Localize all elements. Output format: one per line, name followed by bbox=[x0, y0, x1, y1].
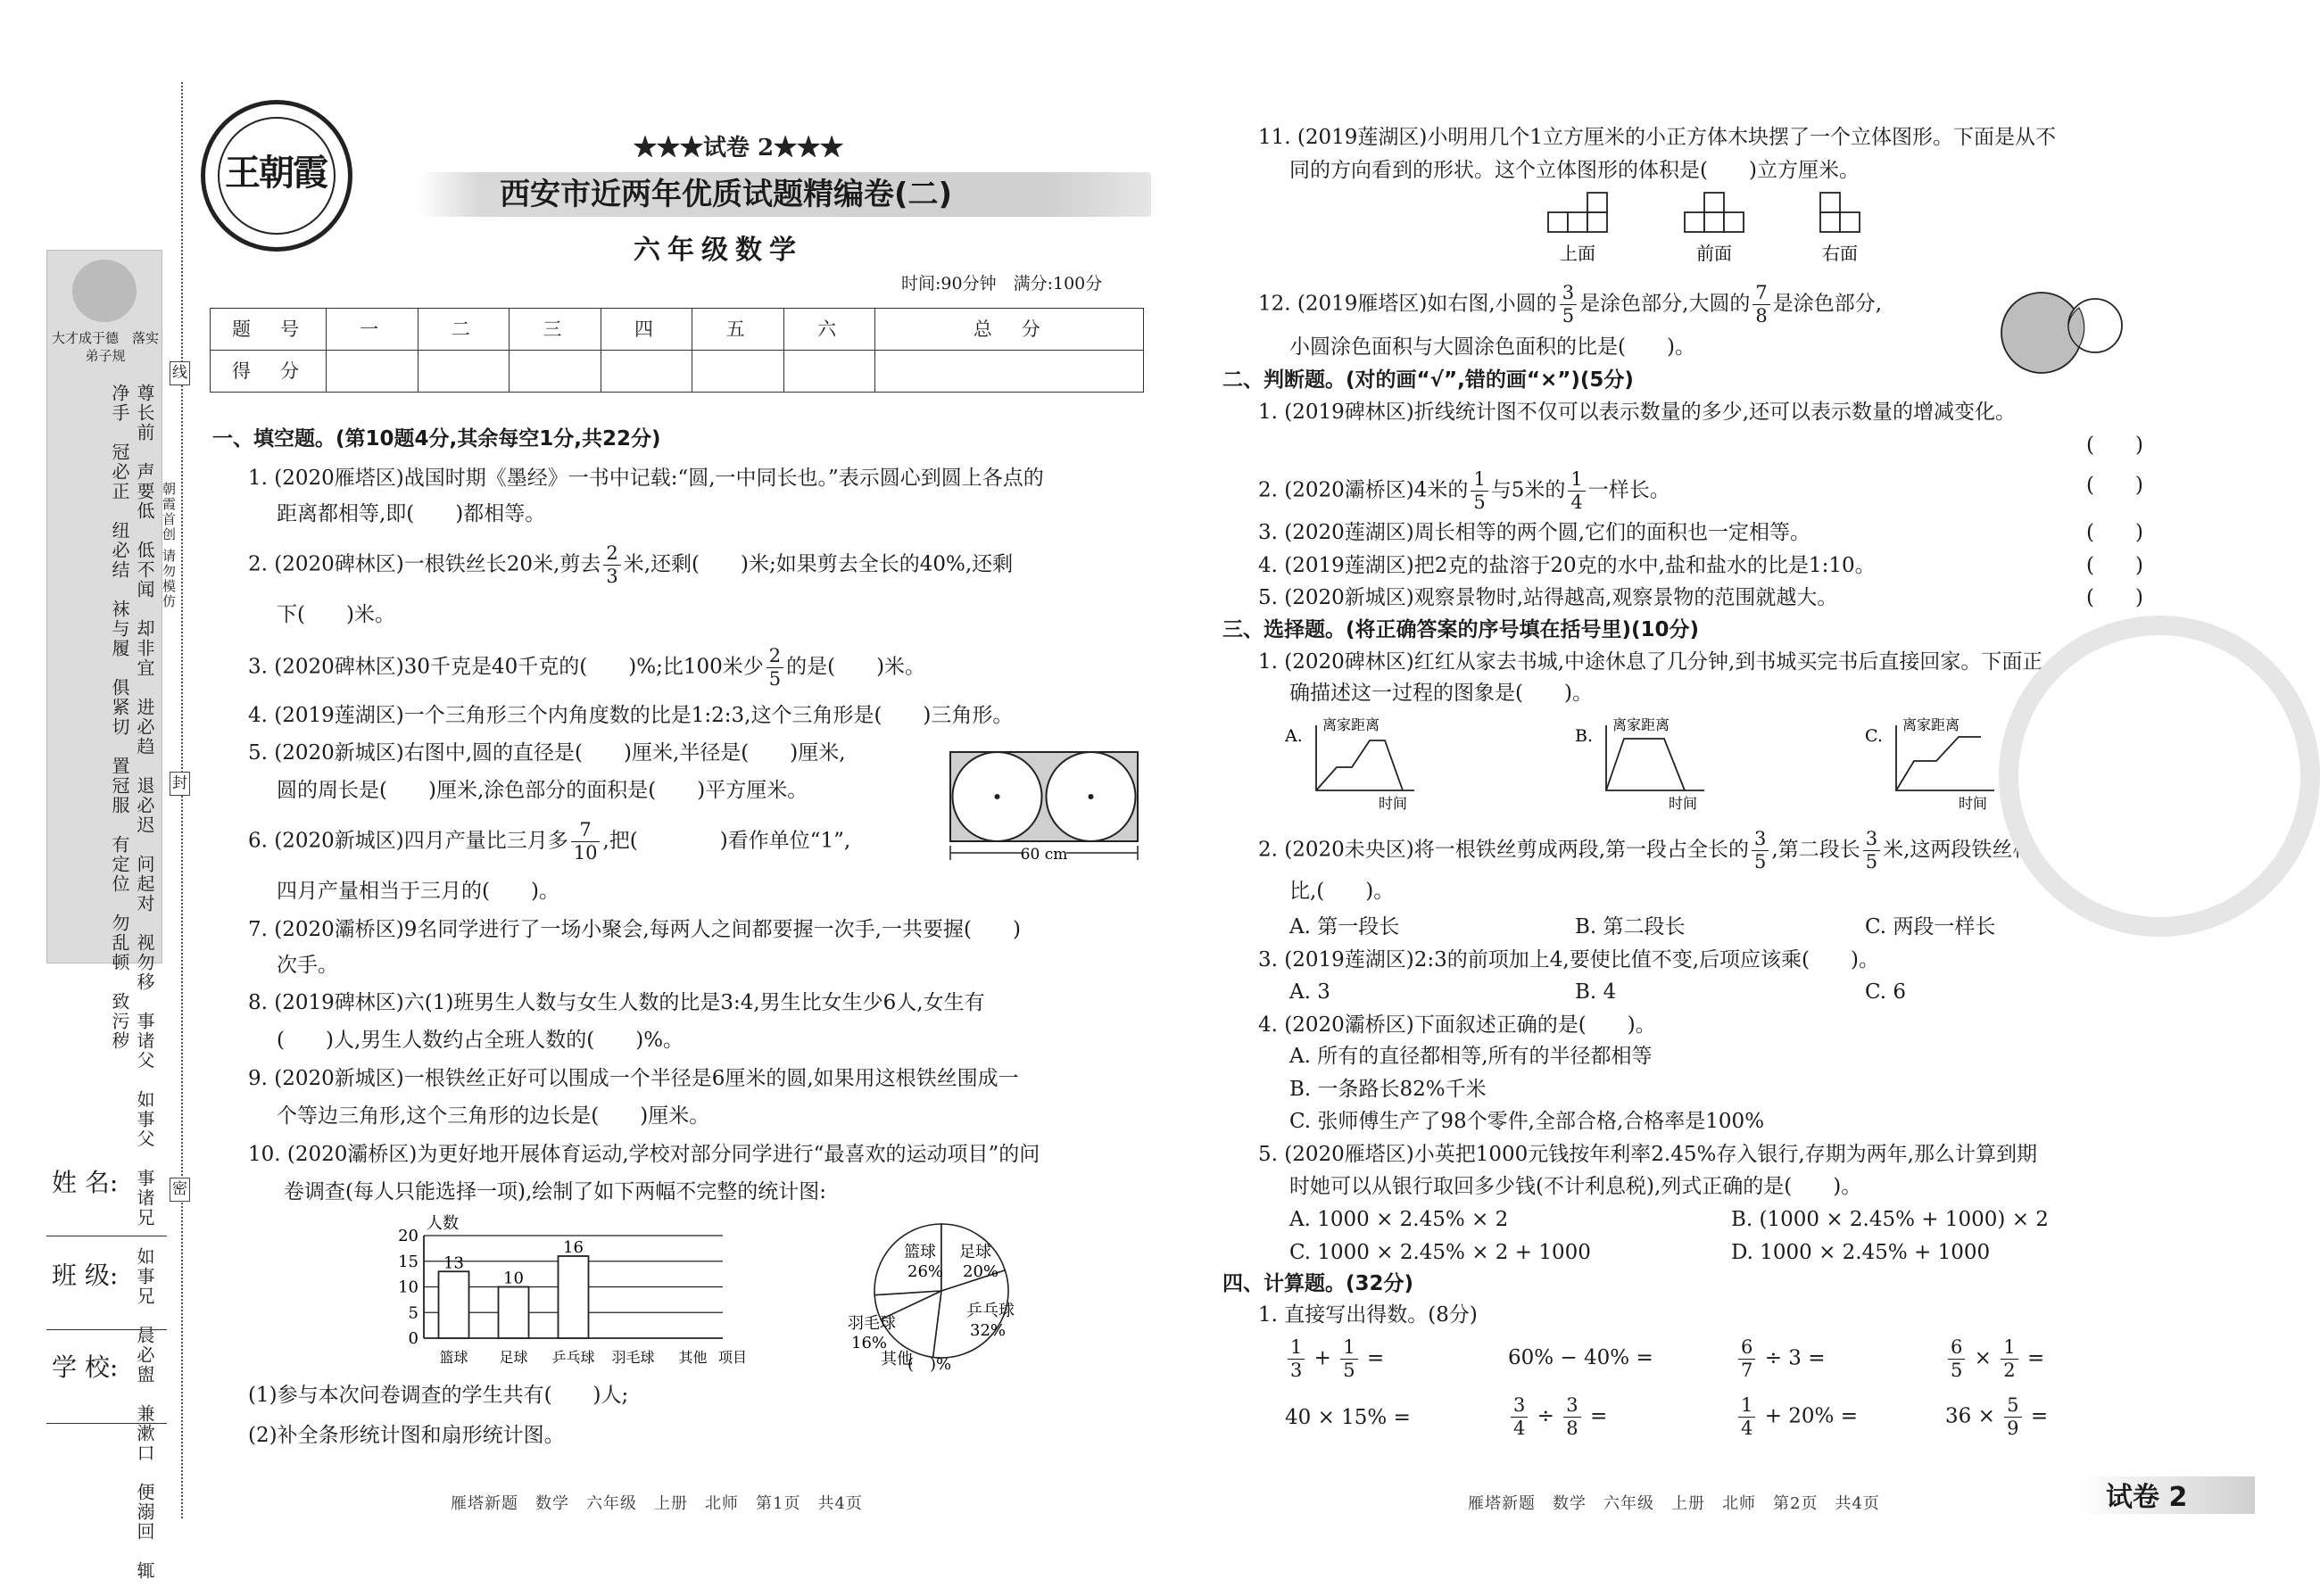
pie-value-label: 26% bbox=[907, 1262, 944, 1281]
view-right-label: 右面 bbox=[1822, 243, 1858, 264]
judge-4-bracket[interactable]: ( ) bbox=[2086, 554, 2143, 577]
sidebar-poem: 尊长前 声要低 低不闻 却非宜 进必趋 退必迟 问起对 视勿移 事诸父 如事父 事诸兄 如事兄 晨必盥 兼漱口 便溺回 辄净手 冠必正 纽必结 袜与履 俱紧切 置冠服 有定位 勿乱顿 致污秽 bbox=[109, 384, 155, 1581]
q4: 4. (2019莲湖区)一个三角形三个内角度数的比是1:2:3,这个三角形是( )三角形。 bbox=[248, 704, 1014, 727]
part4-heading: 四、计算题。(32分) bbox=[1222, 1272, 1414, 1295]
choice-4-option-c[interactable]: C. 张师傅生产了98个零件,全部合格,合格率是100% bbox=[1289, 1110, 1765, 1133]
choice-3-option-b[interactable]: B. 4 bbox=[1575, 980, 1617, 1004]
judge-5: 5. (2020新城区)观察景物时,站得越高,观察景物的范围就越大。 bbox=[1258, 586, 1838, 609]
bar-value-label: 10 bbox=[503, 1269, 524, 1288]
graph-option-c[interactable]: C. bbox=[1865, 726, 1883, 746]
subject-title: 六年级数学 bbox=[634, 235, 803, 266]
choice-5-line1: 5. (2020雁塔区)小英把1000元钱按年利率2.45%存入银行,存期为两年,那么计算到期 bbox=[1258, 1143, 2037, 1166]
q8-line2: ( )人,男生人数约占全班人数的( )%。 bbox=[277, 1029, 684, 1052]
q3: 3. (2020碑林区)30千克是40千克的( )%;比100米少 $\frac{2}{5}$ 的是( )米。 bbox=[248, 645, 926, 690]
logo-text: 王朝霞 bbox=[225, 152, 327, 194]
q7-line1: 7. (2020灞桥区)9名同学进行了一场小聚会,每两人之间都要握一次手,一共要握( ) bbox=[248, 918, 1021, 941]
bar-tick-label: 15 bbox=[398, 1252, 418, 1271]
judge-2-bracket[interactable]: ( ) bbox=[2086, 434, 2143, 457]
part2-heading: 二、判断题。(对的画“√”,错的画“×”)(5分) bbox=[1222, 368, 1634, 392]
pie-value-label: 16% bbox=[851, 1334, 888, 1352]
q2-line1: 2. (2020碑林区)一根铁丝长20米,剪去 $\frac{2}{3}$ 米,还剩( )米;如果剪去全长的40%,还剩 bbox=[248, 542, 1014, 587]
pie-chart bbox=[799, 1218, 1015, 1374]
bar bbox=[499, 1287, 529, 1339]
q2-line2: 下( )米。 bbox=[277, 603, 395, 626]
pie-value-label: 32% bbox=[970, 1321, 1007, 1340]
q12-figure bbox=[1997, 288, 2131, 377]
pie-value-label: ( )% bbox=[907, 1355, 952, 1374]
score-cell[interactable] bbox=[418, 351, 510, 393]
q11-line2: 同的方向看到的形状。这个立体图形的体积是( )立方厘米。 bbox=[1289, 159, 1860, 182]
bar-tick-label: 20 bbox=[398, 1227, 418, 1245]
graph-a-ylabel: 离家距离 bbox=[1322, 716, 1380, 733]
part3-heading: 三、选择题。(将正确答案的序号填在括号里)(10分) bbox=[1222, 618, 1700, 641]
graph-option-a[interactable]: A. bbox=[1285, 726, 1303, 746]
choice-3-option-c[interactable]: C. 6 bbox=[1865, 980, 1907, 1004]
school-field[interactable] bbox=[46, 1423, 167, 1424]
view-front-label: 前面 bbox=[1696, 243, 1732, 264]
sidebar-note: 朝霞首创 请勿模仿 bbox=[161, 482, 177, 609]
calc-5: 40 × 15% = bbox=[1285, 1406, 1411, 1429]
bar-category-label: 其他 bbox=[678, 1349, 708, 1366]
score-header-cell: 二 bbox=[418, 309, 510, 351]
score-cell[interactable] bbox=[327, 351, 418, 393]
footer-left: 雁塔新题 数学 六年级 上册 北师 第1页 共4页 bbox=[451, 1494, 863, 1513]
graph-b-xlabel: 时间 bbox=[1669, 795, 1698, 812]
judge-4: 4. (2019莲湖区)把2克的盐溶于20克的水中,盐和盐水的比是1:10。 bbox=[1258, 554, 1876, 577]
pie-value-label: 20% bbox=[963, 1262, 999, 1281]
choice-5-line2: 时她可以从银行取回多少钱(不计利息税),列式正确的是( )。 bbox=[1289, 1175, 1862, 1198]
bar-tick-label: 5 bbox=[408, 1303, 418, 1323]
choice-1-line2: 确描述这一过程的图象是( )。 bbox=[1289, 682, 1593, 705]
judge-3: 3. (2020莲湖区)周长相等的两个圆,它们的面积也一定相等。 bbox=[1258, 521, 1811, 544]
bar-tick-label: 0 bbox=[408, 1329, 418, 1348]
choice-3: 3. (2019莲湖区)2:3的前项加上4,要使比值不变,后项应该乘( )。 bbox=[1258, 948, 1879, 972]
graph-c-ylabel: 离家距离 bbox=[1902, 716, 1960, 733]
score-cell[interactable] bbox=[510, 351, 601, 393]
class-field[interactable] bbox=[46, 1329, 167, 1330]
seal-marker-line: 线 bbox=[170, 361, 190, 385]
choice-2-option-c[interactable]: C. 两段一样长 bbox=[1865, 915, 1996, 939]
choice-2-option-b[interactable]: B. 第二段长 bbox=[1575, 915, 1686, 939]
graph-option-b[interactable]: B. bbox=[1575, 726, 1594, 746]
choice-5-option-a[interactable]: A. 1000 × 2.45% × 2 bbox=[1289, 1208, 1509, 1231]
pie-slice-label: 足球 bbox=[959, 1243, 991, 1261]
q10-sub2: (2)补全条形统计图和扇形统计图。 bbox=[248, 1424, 565, 1447]
score-cell[interactable] bbox=[783, 351, 875, 393]
exam-meta: 时间:90分钟 满分:100分 bbox=[901, 274, 1103, 294]
q5-figure bbox=[946, 748, 1147, 864]
score-header-cell: 六 bbox=[783, 309, 875, 351]
view-top-label: 上面 bbox=[1560, 243, 1595, 264]
choice-4-option-b[interactable]: B. 一条路长82%千米 bbox=[1289, 1078, 1487, 1101]
judge-1: 1. (2019碑林区)折线统计图不仅可以表示数量的多少,还可以表示数量的增减变化。 bbox=[1258, 401, 2017, 424]
bar-value-label: 13 bbox=[443, 1253, 464, 1273]
score-cell[interactable] bbox=[692, 351, 784, 393]
footer-right: 雁塔新题 数学 六年级 上册 北师 第2页 共4页 bbox=[1468, 1494, 1880, 1513]
calc-4: $\frac{6}{5}$ × $\frac{1}{2}$ = bbox=[1945, 1338, 2044, 1380]
choice-5-option-b[interactable]: B. (1000 × 2.45% + 1000) × 2 bbox=[1731, 1208, 2049, 1231]
judge-1-bracket[interactable]: ( ) bbox=[2086, 474, 2143, 497]
judge-2: 2. (2020灞桥区)4米的 $\frac{1}{5}$ 与5米的 $\frac{1}{4}$ 一样长。 bbox=[1258, 468, 1670, 513]
bar-tick-label: 10 bbox=[398, 1278, 418, 1297]
q12-line2: 小圆涂色面积与大圆涂色面积的比是( )。 bbox=[1289, 335, 1695, 359]
choice-1-graphs bbox=[1285, 712, 1988, 815]
school-label: 学 校: bbox=[52, 1352, 119, 1382]
q7-line2: 次手。 bbox=[277, 954, 338, 977]
choice-2-option-a[interactable]: A. 第一段长 bbox=[1289, 915, 1400, 939]
calc-8: 36 × $\frac{5}{9}$ = bbox=[1945, 1394, 2049, 1439]
score-cell[interactable] bbox=[601, 351, 692, 393]
score-table bbox=[210, 308, 1144, 393]
q9-line2: 个等边三角形,这个三角形的边长是( )厘米。 bbox=[277, 1104, 710, 1128]
calc-intro: 1. 直接写出得数。(8分) bbox=[1258, 1303, 1478, 1327]
graph-c bbox=[1896, 712, 1994, 815]
graph-b-ylabel: 离家距离 bbox=[1612, 716, 1670, 733]
choice-5-option-d[interactable]: D. 1000 × 2.45% + 1000 bbox=[1731, 1241, 1991, 1264]
scholar-illustration bbox=[72, 260, 137, 322]
bar-chart bbox=[384, 1209, 776, 1374]
bar-category-label: 足球 bbox=[499, 1349, 528, 1366]
calc-7: $\frac{1}{4}$ + 20% = bbox=[1736, 1396, 1858, 1438]
bar-category-label: 羽毛球 bbox=[611, 1349, 655, 1366]
binding-dotted-line bbox=[181, 82, 183, 1518]
q1-line1: 1. (2020雁塔区)战国时期《墨经》一书中记载:“圆,一中同长也。”表示圆心到圆上各点的 bbox=[248, 467, 1044, 490]
score-header-cell: 四 bbox=[601, 309, 692, 351]
q11-views bbox=[1544, 192, 1874, 268]
q5-line1: 5. (2020新城区)右图中,圆的直径是( )厘米,半径是( )厘米, bbox=[248, 741, 846, 765]
pie-slice-label: 乒乓球 bbox=[966, 1302, 1015, 1320]
bar bbox=[559, 1256, 589, 1338]
brand-logo bbox=[201, 100, 352, 252]
choice-2-line2: 比,( )。 bbox=[1289, 880, 1395, 903]
score-header-cell: 总 分 bbox=[875, 309, 1144, 351]
footer-tag: 试卷 2 bbox=[2106, 1482, 2188, 1513]
bar-category-label: 篮球 bbox=[439, 1349, 468, 1366]
pie-slice-label: 篮球 bbox=[904, 1243, 936, 1261]
choice-4-option-a[interactable]: A. 所有的直径都相等,所有的半径都相等 bbox=[1289, 1045, 1653, 1068]
secret-watermark-icon bbox=[1999, 616, 2320, 937]
pie-slice-label: 羽毛球 bbox=[848, 1314, 896, 1333]
page-title: 西安市近两年优质试题精编卷(二) bbox=[500, 177, 953, 212]
q6-line2: 四月产量相当于三月的( )。 bbox=[277, 880, 559, 903]
q10-sub1: (1)参与本次问卷调查的学生共有( )人; bbox=[248, 1384, 629, 1407]
calc-3: $\frac{6}{7}$ ÷ 3 = bbox=[1736, 1338, 1826, 1380]
score-header-cell: 题 号 bbox=[211, 309, 327, 351]
q9-line1: 9. (2020新城区)一根铁丝正好可以围成一个半径是6厘米的圆,如果用这根铁丝围成一 bbox=[248, 1067, 1019, 1090]
choice-3-option-a[interactable]: A. 3 bbox=[1289, 980, 1330, 1004]
calc-6: $\frac{3}{4}$ ÷ $\frac{3}{8}$ = bbox=[1508, 1396, 1607, 1438]
bar bbox=[439, 1271, 469, 1338]
choice-2-line1: 2. (2020未央区)将一根铁丝剪成两段,第一段占全长的 $\frac{3}{5}$ ,第二段长 $\frac{3}{5}$ 米,这两段铁丝相 bbox=[1258, 828, 2034, 872]
q6-line1: 6. (2020新城区)四月产量比三月多 $\frac{7}{10}$ ,把( )看作单位“1”, bbox=[248, 819, 851, 864]
q10-line1: 10. (2020灞桥区)为更好地开展体育运动,学校对部分同学进行“最喜欢的运动项目”的问 bbox=[248, 1143, 1040, 1166]
seal-marker-seal: 封 bbox=[170, 772, 190, 796]
pie-slice-label: 其他 bbox=[881, 1350, 913, 1369]
score-header-cell: 一 bbox=[327, 309, 418, 351]
q1-line2: 距离都相等,即( )都相等。 bbox=[277, 502, 546, 525]
choice-4: 4. (2020灞桥区)下面叙述正确的是( )。 bbox=[1258, 1013, 1656, 1037]
motto: 大才成于德 落实弟子规 bbox=[51, 330, 159, 364]
q5-line2: 圆的周长是( )厘米,涂色部分的面积是( )平方厘米。 bbox=[277, 779, 808, 802]
judge-5-bracket[interactable]: ( ) bbox=[2086, 586, 2143, 609]
score-cell[interactable] bbox=[875, 351, 1144, 393]
bar-chart-xlabel: 项目 bbox=[718, 1349, 748, 1366]
part1-heading: 一、填空题。(第10题4分,其余每空1分,共22分) bbox=[212, 427, 661, 451]
seal-marker-secret: 密 bbox=[170, 1178, 190, 1202]
score-header-cell: 三 bbox=[510, 309, 601, 351]
class-label: 班 级: bbox=[52, 1261, 119, 1290]
calc-1: $\frac{1}{3}$ + $\frac{1}{5}$ = bbox=[1285, 1338, 1384, 1380]
score-row-label: 得 分 bbox=[211, 351, 327, 393]
bar-category-label: 乒乓球 bbox=[551, 1349, 595, 1366]
paper-label: ★★★试卷 2★★★ bbox=[634, 135, 844, 161]
q5-dimension: 60 cm bbox=[1020, 846, 1068, 864]
q8-line1: 8. (2019碑林区)六(1)班男生人数与女生人数的比是3:4,男生比女生少6人,女生有 bbox=[248, 991, 985, 1014]
q10-line2: 卷调查(每人只能选择一项),绘制了如下两幅不完整的统计图: bbox=[284, 1180, 827, 1203]
judge-3-bracket[interactable]: ( ) bbox=[2086, 521, 2143, 544]
bar-chart-ylabel: 人数 bbox=[427, 1214, 459, 1233]
choice-1-line1: 1. (2020碑林区)红红从家去书城,中途休息了几分钟,到书城买完书后直接回家。下面正 bbox=[1258, 650, 2043, 674]
calc-2: 60% − 40% = bbox=[1508, 1346, 1653, 1369]
score-header-cell: 五 bbox=[692, 309, 784, 351]
name-label: 姓 名: bbox=[52, 1168, 119, 1197]
q11-line1: 11. (2019莲湖区)小明用几个1立方厘米的小正方体木块摆了一个立体图形。下面是从不 bbox=[1258, 126, 2057, 149]
graph-c-xlabel: 时间 bbox=[1959, 795, 1988, 812]
bar-value-label: 16 bbox=[563, 1238, 584, 1257]
q12-line1: 12. (2019雁塔区)如右图,小圆的 $\frac{3}{5}$ 是涂色部分,大圆的 $\frac{7}{8}$ 是涂色部分, bbox=[1258, 282, 1883, 327]
choice-5-option-c[interactable]: C. 1000 × 2.45% × 2 + 1000 bbox=[1289, 1241, 1591, 1264]
graph-a-xlabel: 时间 bbox=[1379, 795, 1408, 812]
